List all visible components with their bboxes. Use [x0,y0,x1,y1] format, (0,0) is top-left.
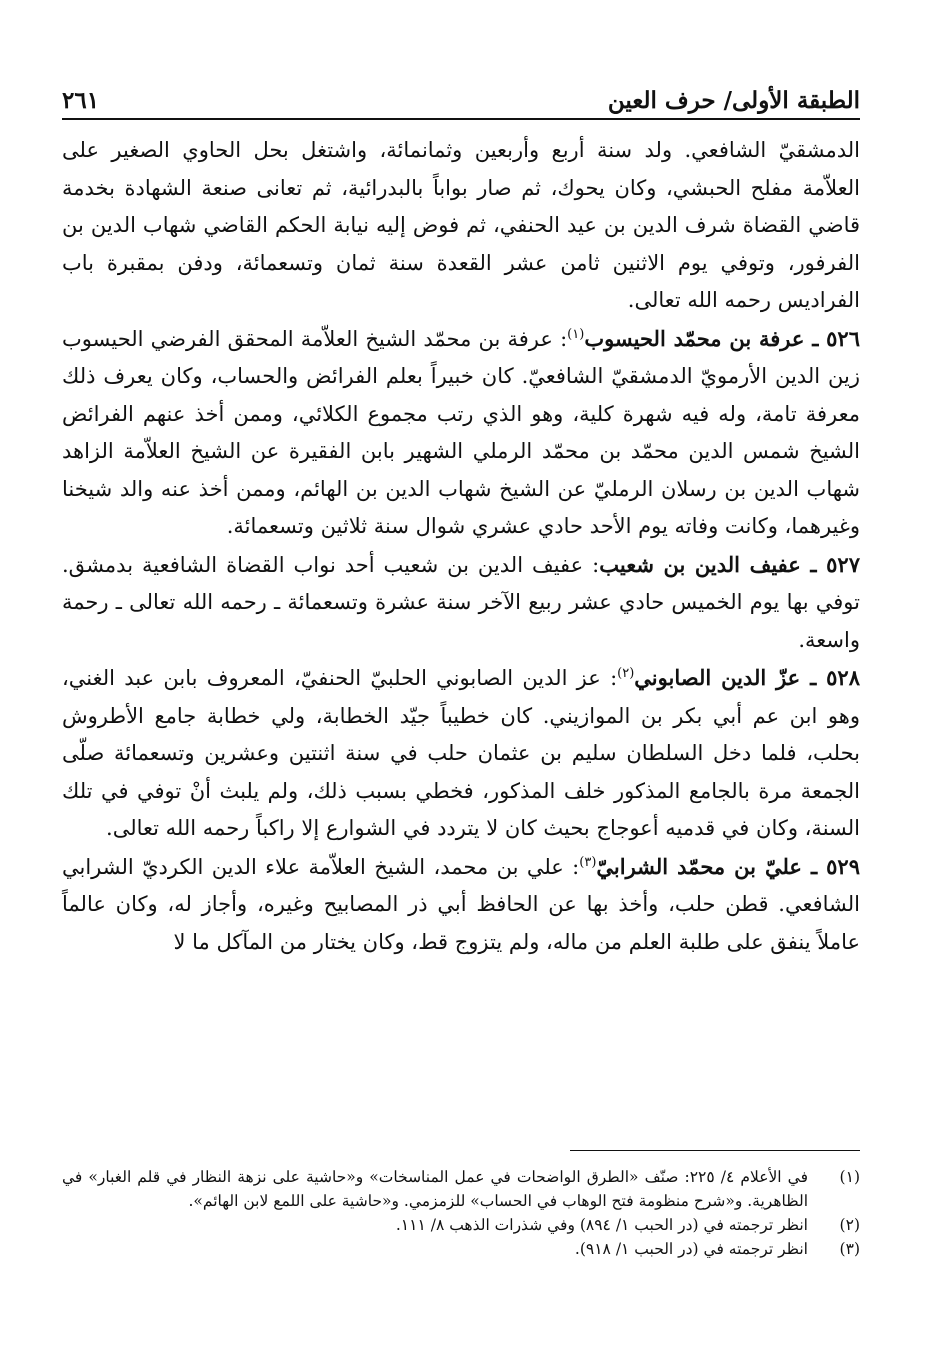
entry-heading: ٥٢٨ ـ عزّ الدين الصابوني [634,665,860,690]
footnote-divider [570,1150,860,1151]
entry-527 [62,546,860,660]
footnote-text: انظر ترجمته في (در الحبب ١/ ٩١٨). [574,1240,808,1258]
footnote-number: (١) [839,1168,860,1186]
footnote-text: في الأعلام ٤/ ٢٢٥: صنّف «الطرق الواضحات في عمل المناسخات» و«حاشية على نزهة النظار في قلم الغبار» في الظاهرية. و«شرح منظومة فتح الوهاب في الحساب» للزمزمي. و«حاشية على اللمع لابن الهائم». [62,1168,808,1210]
footnote-3 [62,1237,860,1261]
running-title: الطبقة الأولى/ حرف العين [607,87,860,114]
entry-heading: ٥٢٦ ـ عرفة بن محمّد الحيسوب [584,325,860,351]
page-number: ٢٦١ [62,87,100,114]
footnote-1 [62,1165,860,1213]
footnote-2 [62,1213,860,1237]
entry-text: : عز الدين الصابوني الحلبيّ الحنفيّ، المعروف بابن عبد الغني، وهو ابن عم أبي بكر بن الموازيني. كان خطيباً جيّد الخطابة، ولي خطابة جامع الأطروش بحلب، فلما دخل السلطان سليم بن عثمان حلب في سنة اثنتين وعشرين وتسعمائة صلّى الجمعة مرة بالجامع المذكور خلف المذكور، فخطي بسبب ذلك، ولم يلبث أنْ توفي في تلك السنة، وكان في قدميه أعوجاج بحيث كان لا يتردد في الشوارع إلا راكباً رحمه الله تعالى. [62,666,860,840]
footnotes [62,1165,860,1261]
main-text [62,132,860,961]
entry-text: : علي بن محمد، الشيخ العلاّمة علاء الدين الكرديّ الشرابي الشافعي. قطن حلب، وأخذ بها عن الحافظ أبي ذر المصابيح وغيره، وأجاز له، وكان عالماً عاملاً ينفق على طلبة العلم من ماله، ولم يتزوج قط، وكان يختار من المآكل ما لا [62,854,860,954]
footnote-reference: (٢) [617,666,635,681]
footnote-number: (٢) [839,1216,860,1234]
footnote-number: (٣) [839,1240,860,1258]
footnote-text: انظر ترجمته في (در الحبب ١/ ٨٩٤) وفي شذرات الذهب ٨/ ١١١. [395,1216,808,1234]
entry-heading: ٥٢٩ ـ عليّ بن محمّد الشرابيّ [596,853,860,879]
page-header [62,70,860,120]
footnote-reference: (١) [567,326,585,342]
intro-paragraph: الدمشقيّ الشافعي. ولد سنة أربع وأربعين وثمانمائة، واشتغل بحل الحاوي الصغير على العلاّمة مفلح الحبشي، وكان يحوك، ثم صار بواباً بالبدرائية، ثم تعانى صنعة الشهادة بخدمة قاضي القضاة شرف الدين بن عيد الحنفي، ثم فوض إليه نيابة الحكم القاضي شهاب الدين بن الفرفور، وتوفي يوم الاثنين ثامن عشر القعدة سنة ثمان وتسعمائة، ودفن بمقبرة باب الفراديس رحمه الله تعالى. [62,138,860,312]
entry-528 [62,659,860,848]
entry-heading: ٥٢٧ ـ عفيف الدين بن شعيب [599,551,860,577]
entry-text: : عرفة بن محمّد الشيخ العلاّمة المحقق الفرضي الحيسوب زين الدين الأرمويّ الدمشقيّ الشافعيّ. كان خبيراً بعلم الفرائض والحساب، وكان يعرف ذلك معرفة تامة، وله فيه شهرة كلية، وهو الذي رتب مجموع الكلائي، وممن أخذ عنهم الفرائض الشيخ شمس الدين محمّد بن محمّد الرملي الشهير بابن الفقيرة عن الشيخ العلاّمة الزاهد شهاب الدين بن رسلان الرمليّ عن الشيخ شهاب الدين بن الهائم، وممن أخذ عنه والد شيخنا وغيرهما، وكانت وفاته يوم الأحد حادي عشري شوال سنة ثلاثين وتسعمائة. [62,326,860,538]
entry-text: : عفيف الدين بن شعيب أحد نواب القضاة الشافعية بدمشق. توفي بها يوم الخميس حادي عشر ربيع الآخر سنة عشرة وتسعمائة ـ رحمه الله تعالى ـ رحمة واسعة. [62,552,860,652]
footnote-reference: (٣) [579,854,597,870]
entry-529 [62,848,860,962]
entry-526 [62,320,860,546]
